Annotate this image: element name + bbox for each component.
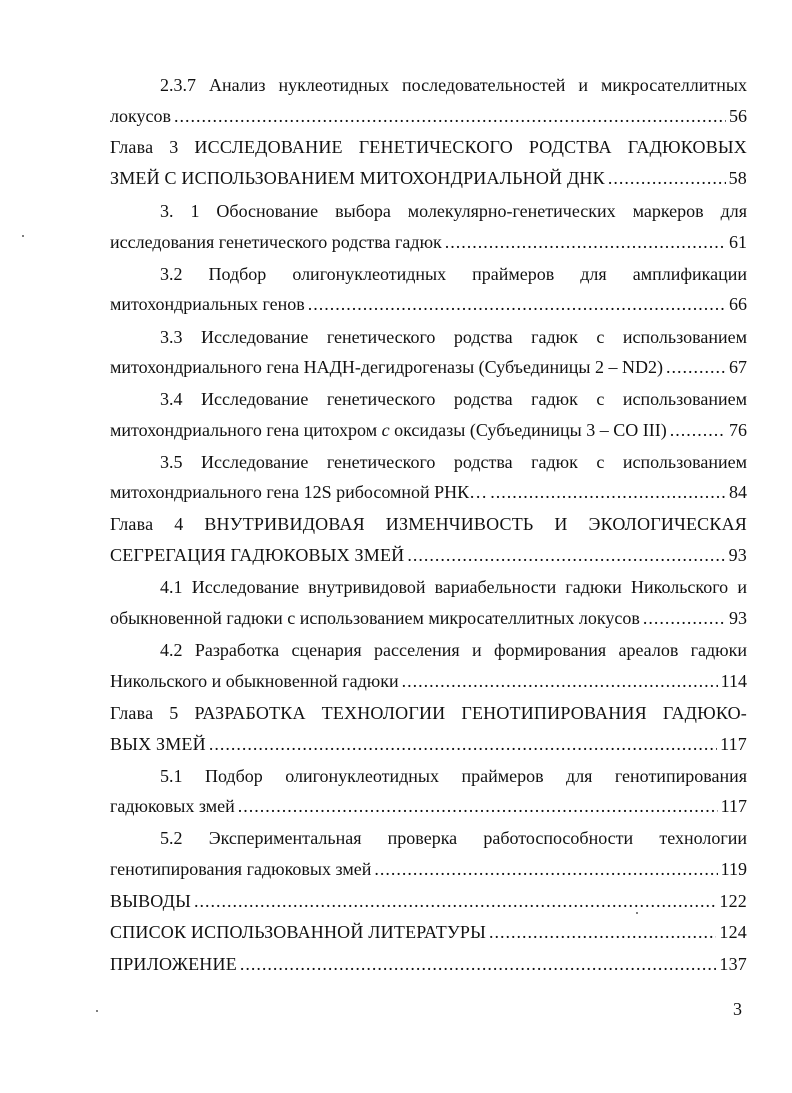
toc-page-number: 117 — [720, 734, 747, 754]
toc-entry-continuation: гадюковых змей ..... 117 — [110, 791, 747, 821]
toc-entry-title: 4.2 Разработка сценария расселения и формирования ареалов гадюки — [160, 640, 747, 660]
toc-entry-continuation: Никольского и обыкновенной гадюки ..... 114 — [110, 666, 747, 696]
toc-entry-appendix: ПРИЛОЖЕНИЕ ..... 137 — [110, 949, 747, 979]
toc-entry-continuation: митохондриальных генов ..... 66 — [110, 289, 747, 319]
toc-entry-references: СПИСОК ИСПОЛЬЗОВАННОЙ ЛИТЕРАТУРЫ ..... 124 — [110, 917, 747, 947]
toc-entry-title: 2.3.7 Анализ нуклеотидных последовательностей и микросателлитных — [160, 75, 747, 95]
toc-page-number: 114 — [720, 671, 747, 691]
toc-entry-title: 3. 1 Обоснование выбора молекулярно-генетических маркеров для — [160, 201, 747, 221]
toc-entry-continuation: ЗМЕЙ С ИСПОЛЬЗОВАНИЕМ МИТОХОНДРИАЛЬНОЙ ДНК ..... 58 — [110, 163, 747, 193]
toc-chapter-title: Глава 4 ВНУТРИВИДОВАЯ ИЗМЕНЧИВОСТЬ И ЭКОЛОГИЧЕСКАЯ — [110, 514, 747, 534]
toc-page-number: 93 — [728, 545, 747, 565]
toc-entry-continuation: ВЫХ ЗМЕЙ ..... 117 — [110, 729, 747, 759]
toc-entry-continuation: митохондриального гена цитохром c оксидазы (Субъединицы 3 – CO III) ..... 76 — [110, 415, 747, 445]
toc-page-number: 117 — [720, 796, 747, 816]
toc-page-number: 58 — [728, 168, 747, 188]
scan-speck — [22, 235, 24, 237]
toc-page-number: 56 — [729, 106, 747, 126]
toc-entry-continuation: обыкновенной гадюки с использованием микросателлитных локусов ..... 93 — [110, 603, 747, 633]
scan-speck — [96, 1010, 98, 1012]
toc-page-number: 61 — [729, 232, 747, 252]
scan-speck — [636, 912, 638, 914]
toc-entry-continuation: СЕГРЕГАЦИЯ ГАДЮКОВЫХ ЗМЕЙ ..... 93 — [110, 540, 747, 570]
toc-page-number: 137 — [719, 954, 747, 974]
toc-page-number: 124 — [719, 922, 747, 942]
toc-entry-continuation: локусов ..... 56 — [110, 101, 747, 131]
toc-page-number: 76 — [729, 420, 747, 440]
page-number: 3 — [733, 999, 742, 1019]
toc-entry-title: 3.5 Исследование генетического родства гадюк с использованием — [160, 452, 747, 472]
toc-page-number: 93 — [729, 608, 747, 628]
toc-page-number: 66 — [729, 294, 747, 314]
toc-entry-title: 4.1 Исследование внутривидовой вариабельности гадюки Никольского и — [160, 577, 747, 597]
toc-entry-title: 3.4 Исследование генетического родства гадюк с использованием — [160, 389, 747, 409]
toc-page-number: 119 — [720, 859, 747, 879]
toc-entry-continuation: генотипирования гадюковых змей ..... 119 — [110, 854, 747, 884]
toc-entry-title: 5.2 Экспериментальная проверка работоспособности технологии — [160, 828, 747, 848]
toc-page-number: 67 — [729, 357, 747, 377]
toc-entry-title: 3.2 Подбор олигонуклеотидных праймеров для амплификации — [160, 264, 747, 284]
toc-page-number: 122 — [719, 891, 747, 911]
toc-entry-continuation: митохондриального гена 12S рибосомной РНК… ..... 84 — [110, 477, 747, 507]
toc-entry-continuation: исследования генетического родства гадюк ..... 61 — [110, 227, 747, 257]
toc-page-number: 84 — [729, 482, 747, 502]
toc-entry-title: 5.1 Подбор олигонуклеотидных праймеров для генотипирования — [160, 766, 747, 786]
toc-entry-conclusions: ВЫВОДЫ ..... 122 — [110, 886, 747, 916]
toc-chapter-title: Глава 5 РАЗРАБОТКА ТЕХНОЛОГИИ ГЕНОТИПИРОВАНИЯ ГАДЮКО- — [110, 703, 747, 723]
toc-entry-title: 3.3 Исследование генетического родства гадюк с использованием — [160, 327, 747, 347]
toc-chapter-title: Глава 3 ИССЛЕДОВАНИЕ ГЕНЕТИЧЕСКОГО РОДСТВА ГАДЮКОВЫХ — [110, 137, 747, 157]
toc-entry-continuation: митохондриального гена НАДН-дегидрогеназы (Субъединицы 2 – ND2) ..... 67 — [110, 352, 747, 382]
